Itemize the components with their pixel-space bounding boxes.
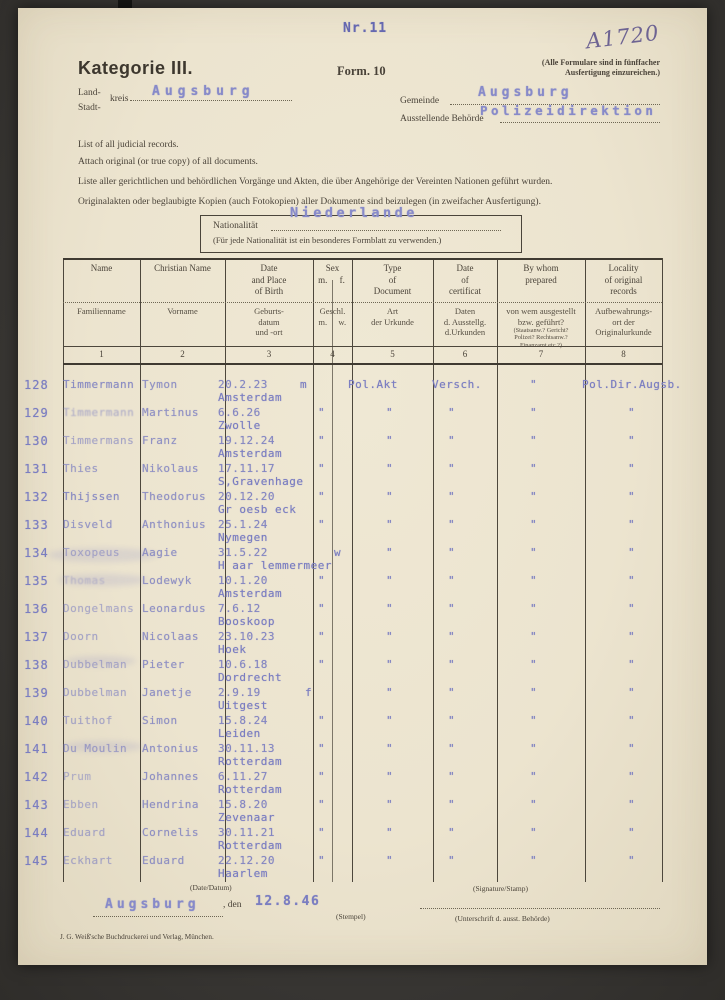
doc-type: " bbox=[386, 714, 394, 727]
records-location: " bbox=[628, 826, 636, 839]
sex-mark: " bbox=[318, 518, 326, 531]
given-name: Martinus bbox=[142, 406, 199, 419]
den-label: , den bbox=[223, 900, 242, 910]
place-date-line bbox=[93, 916, 223, 917]
printer-note: J. G. Weiß'sche Buchdruckerei und Verlag, München. bbox=[60, 933, 214, 941]
row-number: 134 bbox=[24, 546, 49, 560]
prepared-by: " bbox=[530, 854, 538, 867]
birth-place: Uitgest bbox=[218, 699, 268, 712]
col-number-7: 7 bbox=[538, 349, 544, 359]
row-number: 141 bbox=[24, 742, 49, 756]
kreis-label-line2: Stadt- bbox=[78, 102, 101, 113]
prepared-by: " bbox=[530, 770, 538, 783]
table-numrow-line bbox=[63, 363, 662, 365]
kreis-label-line1: Land- bbox=[78, 88, 101, 98]
col-number-3: 3 bbox=[266, 349, 272, 359]
birth-place: Haarlem bbox=[218, 867, 268, 880]
kreis-value-stamp: Augsburg bbox=[152, 84, 255, 99]
given-name: Nicolaas bbox=[142, 630, 199, 643]
records-location: " bbox=[628, 630, 636, 643]
col-header-de-4: Geschl. m. w. bbox=[318, 306, 347, 327]
records-location: Pol.Dir.Augsb. bbox=[582, 378, 682, 391]
handwritten-reference: A1720 bbox=[584, 20, 661, 54]
row-number: 145 bbox=[24, 854, 49, 868]
cert-date: " bbox=[448, 854, 456, 867]
nationality-label: Nationalität bbox=[213, 221, 258, 231]
doc-type: " bbox=[386, 490, 394, 503]
form-number: Form. 10 bbox=[337, 64, 386, 78]
prepared-by: " bbox=[530, 826, 538, 839]
col-header-de-3: Geburts- datum und -ort bbox=[254, 306, 284, 338]
cert-date: " bbox=[448, 630, 456, 643]
col-number-1: 1 bbox=[99, 349, 104, 359]
prepared-by: " bbox=[530, 434, 538, 447]
sex-mark: " bbox=[318, 742, 326, 755]
prepared-by: " bbox=[530, 686, 538, 699]
birth-place: Booskoop bbox=[218, 615, 275, 628]
birth-date: 15.8.24 bbox=[218, 714, 268, 727]
col-header-en-4: Sex m. f. bbox=[318, 263, 345, 285]
birth-place: Gr oesb eck bbox=[218, 503, 297, 516]
cert-date: " bbox=[448, 826, 456, 839]
records-location: " bbox=[628, 714, 636, 727]
row-number: 128 bbox=[24, 378, 49, 392]
prepared-by: " bbox=[530, 658, 538, 671]
family-name: Dubbelman bbox=[63, 658, 128, 671]
row-number: 130 bbox=[24, 434, 49, 448]
sex-mark: " bbox=[318, 406, 326, 419]
sex-mark: " bbox=[318, 462, 326, 475]
family-name: Eckhart bbox=[63, 854, 113, 867]
birth-date: 17.11.17 bbox=[218, 462, 275, 475]
given-name: Eduard bbox=[142, 854, 185, 867]
doc-type: " bbox=[386, 546, 394, 559]
family-name: Toxopeus bbox=[63, 546, 120, 559]
family-name: Dubbelman bbox=[63, 686, 128, 699]
birth-date: 30.11.21 bbox=[218, 826, 275, 839]
doc-type: " bbox=[386, 826, 394, 839]
row-number: 137 bbox=[24, 630, 49, 644]
family-name: Thijssen bbox=[63, 490, 120, 503]
serial-number-stamp: Nr.11 bbox=[343, 21, 388, 36]
birth-date: 25.1.24 bbox=[218, 518, 268, 531]
records-location: " bbox=[628, 574, 636, 587]
col-number-6: 6 bbox=[462, 349, 468, 359]
birth-date: 10.6.18 bbox=[218, 658, 268, 671]
given-name: Tymon bbox=[142, 378, 178, 391]
birth-date: 19.12.24 bbox=[218, 434, 275, 447]
birth-date: 7.6.12 bbox=[218, 602, 261, 615]
row-number: 129 bbox=[24, 406, 49, 420]
prepared-by: " bbox=[530, 518, 538, 531]
prepared-by: " bbox=[530, 378, 538, 391]
copies-note-line1: (Alle Formulare sind in fünffacher bbox=[541, 58, 660, 67]
given-name: Franz bbox=[142, 434, 178, 447]
family-name: Eduard bbox=[63, 826, 106, 839]
given-name: Johannes bbox=[142, 770, 199, 783]
nationality-note: (Für jede Nationalität ist ein besonderes Formblatt zu verwenden.) bbox=[213, 235, 442, 245]
cert-date: " bbox=[448, 518, 456, 531]
given-name: Aagie bbox=[142, 546, 178, 559]
col-header-de-1: Familienname bbox=[77, 306, 126, 316]
birth-date: 6.6.26 bbox=[218, 406, 261, 419]
sex-mark: " bbox=[318, 714, 326, 727]
ink-smudge bbox=[63, 741, 143, 752]
stempel-label: (Stempel) bbox=[336, 912, 366, 921]
birth-date: 20.2.23 bbox=[218, 378, 268, 391]
given-name: Leonardus bbox=[142, 602, 207, 615]
given-name: Janetje bbox=[142, 686, 192, 699]
birth-place: Rotterdam bbox=[218, 755, 283, 768]
birth-date: 10.1.20 bbox=[218, 574, 268, 587]
birth-place: S,Gravenhage bbox=[218, 475, 304, 488]
prepared-by: " bbox=[530, 490, 538, 503]
family-name: Prum bbox=[63, 770, 92, 783]
behoerde-label: Ausstellende Behörde bbox=[400, 114, 484, 124]
birth-place: Amsterdam bbox=[218, 391, 283, 404]
records-location: " bbox=[628, 658, 636, 671]
records-location: " bbox=[628, 462, 636, 475]
doc-type: " bbox=[386, 770, 394, 783]
sex-mark: m bbox=[300, 378, 308, 391]
sex-mark: " bbox=[318, 574, 326, 587]
family-name: Dongelmans bbox=[63, 602, 135, 615]
given-name: Antonius bbox=[142, 742, 199, 755]
doc-type: " bbox=[386, 686, 394, 699]
col-header-de-2: Vorname bbox=[167, 306, 198, 316]
row-number: 140 bbox=[24, 714, 49, 728]
form-table bbox=[18, 8, 707, 965]
row-number: 139 bbox=[24, 686, 49, 700]
doc-type: " bbox=[386, 406, 394, 419]
records-location: " bbox=[628, 490, 636, 503]
birth-place: Zwolle bbox=[218, 419, 261, 432]
birth-place: Amsterdam bbox=[218, 587, 283, 600]
doc-type: " bbox=[386, 742, 394, 755]
signature-line bbox=[420, 908, 660, 909]
col-number-2: 2 bbox=[180, 349, 185, 359]
col-header-en-3: Date and Place of Birth bbox=[251, 263, 287, 297]
col-header-de-8: Aufbewahrungs- ort der Originalurkunde bbox=[594, 306, 653, 338]
records-location: " bbox=[628, 602, 636, 615]
col-header-de-6: Daten d. Ausstellg. d.Urkunden bbox=[443, 306, 487, 338]
cert-date: " bbox=[448, 770, 456, 783]
prepared-by: " bbox=[530, 742, 538, 755]
cert-date: " bbox=[448, 602, 456, 615]
document-page bbox=[18, 8, 707, 965]
birth-date: 2.9.19 bbox=[218, 686, 261, 699]
birth-date: 6.11.27 bbox=[218, 770, 268, 783]
records-location: " bbox=[628, 546, 636, 559]
sex-mark: " bbox=[318, 434, 326, 447]
prepared-by: " bbox=[530, 406, 538, 419]
behoerde-value-stamp: Polizeidirektion bbox=[480, 103, 657, 118]
given-name: Nikolaus bbox=[142, 462, 199, 475]
instruction-line-3: Liste aller gerichtlichen und behördlichen Vorgänge und Akten, die über Angehörige der Vereinten Nationen geführt wurden. bbox=[78, 177, 553, 187]
col-header-en-5: Type of Document bbox=[373, 263, 412, 297]
birth-date: 22.12.20 bbox=[218, 854, 275, 867]
col-number-5: 5 bbox=[390, 349, 395, 359]
family-name: Timmermann bbox=[63, 406, 135, 419]
prepared-by: " bbox=[530, 574, 538, 587]
cert-date: " bbox=[448, 714, 456, 727]
records-location: " bbox=[628, 434, 636, 447]
cert-date: " bbox=[448, 798, 456, 811]
copies-note-line2: Ausfertigung einzureichen.) bbox=[565, 68, 660, 77]
given-name: Cornelis bbox=[142, 826, 199, 839]
ink-smudge bbox=[66, 656, 136, 666]
row-number: 135 bbox=[24, 574, 49, 588]
instruction-line-1: List of all judicial records. bbox=[78, 140, 179, 150]
birth-date: 20.12.20 bbox=[218, 490, 275, 503]
cert-date: " bbox=[448, 658, 456, 671]
sex-mark: f bbox=[305, 686, 313, 699]
given-name: Simon bbox=[142, 714, 178, 727]
family-name: Timmermans bbox=[63, 434, 135, 447]
family-name: Disveld bbox=[63, 518, 113, 531]
row-number: 132 bbox=[24, 490, 49, 504]
cert-date: " bbox=[448, 462, 456, 475]
instruction-line-2: Attach original (or true copy) of all documents. bbox=[78, 157, 258, 167]
doc-type: Pol.Akt bbox=[348, 378, 398, 391]
footer-date-value: 12.8.46 bbox=[255, 894, 321, 909]
records-location: " bbox=[628, 742, 636, 755]
sex-mark: " bbox=[318, 798, 326, 811]
birth-place: Dordrecht bbox=[218, 671, 283, 684]
col-header-de-7: von wem ausgestellt bzw. geführt? (Staatsanw.? Gericht? Polizei? Rechtsanw.? Finanzamt etc.?) bbox=[506, 306, 576, 349]
cert-date: Versch. bbox=[432, 378, 482, 391]
doc-type: " bbox=[386, 518, 394, 531]
cert-date: " bbox=[448, 742, 456, 755]
col-header-de-5: Art der Urkunde bbox=[371, 306, 414, 327]
cert-date: " bbox=[448, 434, 456, 447]
records-location: " bbox=[628, 854, 636, 867]
prepared-by: " bbox=[530, 602, 538, 615]
row-number: 144 bbox=[24, 826, 49, 840]
row-number: 143 bbox=[24, 798, 49, 812]
family-name: Du Moulin bbox=[63, 742, 128, 755]
sex-mark: w bbox=[334, 546, 342, 559]
records-location: " bbox=[628, 770, 636, 783]
sex-mark: " bbox=[318, 770, 326, 783]
birth-date: 31.5.22 bbox=[218, 546, 268, 559]
records-location: " bbox=[628, 798, 636, 811]
col-header-en-1: Name bbox=[90, 263, 113, 273]
family-name: Ebben bbox=[63, 798, 99, 811]
birth-place: H aar lemmermeer bbox=[218, 559, 332, 572]
date-datum-label: (Date/Datum) bbox=[190, 883, 232, 892]
sex-mark: " bbox=[318, 630, 326, 643]
given-name: Pieter bbox=[142, 658, 185, 671]
ink-smudge bbox=[58, 574, 148, 586]
col-header-en-2: Christian Name bbox=[154, 263, 211, 273]
prepared-by: " bbox=[530, 798, 538, 811]
birth-place: Zevenaar bbox=[218, 811, 275, 824]
doc-type: " bbox=[386, 854, 394, 867]
gemeinde-value-stamp: Augsburg bbox=[478, 85, 573, 100]
given-name: Lodewyk bbox=[142, 574, 192, 587]
unterschrift-label: (Unterschrift d. ausst. Behörde) bbox=[455, 914, 550, 923]
kreis-label-suffix: kreis bbox=[110, 94, 129, 104]
signature-stamp-label: (Signature/Stamp) bbox=[473, 884, 528, 893]
nationality-value-stamp: Niederlande bbox=[290, 205, 418, 221]
doc-type: " bbox=[386, 462, 394, 475]
doc-type: " bbox=[386, 658, 394, 671]
birth-place: Rotterdam bbox=[218, 839, 283, 852]
given-name: Anthonius bbox=[142, 518, 207, 531]
doc-type: " bbox=[386, 630, 394, 643]
category-title: Kategorie III. bbox=[78, 58, 194, 78]
birth-place: Rotterdam bbox=[218, 783, 283, 796]
doc-type: " bbox=[386, 574, 394, 587]
doc-type: " bbox=[386, 434, 394, 447]
sex-mark: " bbox=[318, 826, 326, 839]
sex-mark: " bbox=[318, 490, 326, 503]
family-name: Doorn bbox=[63, 630, 99, 643]
cert-date: " bbox=[448, 574, 456, 587]
birth-date: 30.11.13 bbox=[218, 742, 275, 755]
sex-mark: " bbox=[318, 602, 326, 615]
table-sex-subline bbox=[332, 280, 333, 882]
records-location: " bbox=[628, 686, 636, 699]
col-number-4: 4 bbox=[330, 349, 335, 359]
sex-mark: " bbox=[318, 854, 326, 867]
row-number: 142 bbox=[24, 770, 49, 784]
given-name: Theodorus bbox=[142, 490, 207, 503]
birth-date: 15.8.20 bbox=[218, 798, 268, 811]
col-number-8: 8 bbox=[621, 349, 626, 359]
given-name: Hendrina bbox=[142, 798, 199, 811]
doc-type: " bbox=[386, 602, 394, 615]
prepared-by: " bbox=[530, 462, 538, 475]
records-location: " bbox=[628, 406, 636, 419]
family-name: Thies bbox=[63, 462, 99, 475]
col-header-en-8: Locality of original records bbox=[604, 263, 643, 297]
birth-place: Amsterdam bbox=[218, 447, 283, 460]
col-header-en-6: Date of certificat bbox=[449, 263, 481, 297]
prepared-by: " bbox=[530, 714, 538, 727]
birth-place: Nymegen bbox=[218, 531, 268, 544]
cert-date: " bbox=[448, 490, 456, 503]
gemeinde-label: Gemeinde bbox=[400, 96, 440, 106]
cert-date: " bbox=[448, 546, 456, 559]
birth-place: Leiden bbox=[218, 727, 261, 740]
row-number: 133 bbox=[24, 518, 49, 532]
family-name: Thomas bbox=[63, 574, 106, 587]
birth-date: 23.10.23 bbox=[218, 630, 275, 643]
cert-date: " bbox=[448, 406, 456, 419]
cert-date: " bbox=[448, 686, 456, 699]
row-number: 136 bbox=[24, 602, 49, 616]
instruction-line-4: Originalakten oder beglaubigte Kopien (auch Fotokopien) aller Dokumente sind beizulegen (in zweifacher Ausfertigung). bbox=[78, 197, 541, 207]
footer-place-stamp: Augsburg bbox=[105, 897, 200, 912]
birth-place: Hoek bbox=[218, 643, 247, 656]
records-location: " bbox=[628, 518, 636, 531]
row-number: 138 bbox=[24, 658, 49, 672]
doc-type: " bbox=[386, 798, 394, 811]
ink-smudge bbox=[48, 548, 158, 562]
prepared-by: " bbox=[530, 630, 538, 643]
table-column-line bbox=[662, 258, 663, 882]
family-name: Timmermann bbox=[63, 378, 135, 391]
family-name: Tuithof bbox=[63, 714, 113, 727]
sex-mark: " bbox=[318, 658, 326, 671]
prepared-by: " bbox=[530, 546, 538, 559]
col-header-en-7: By whom prepared bbox=[523, 263, 559, 285]
row-number: 131 bbox=[24, 462, 49, 476]
